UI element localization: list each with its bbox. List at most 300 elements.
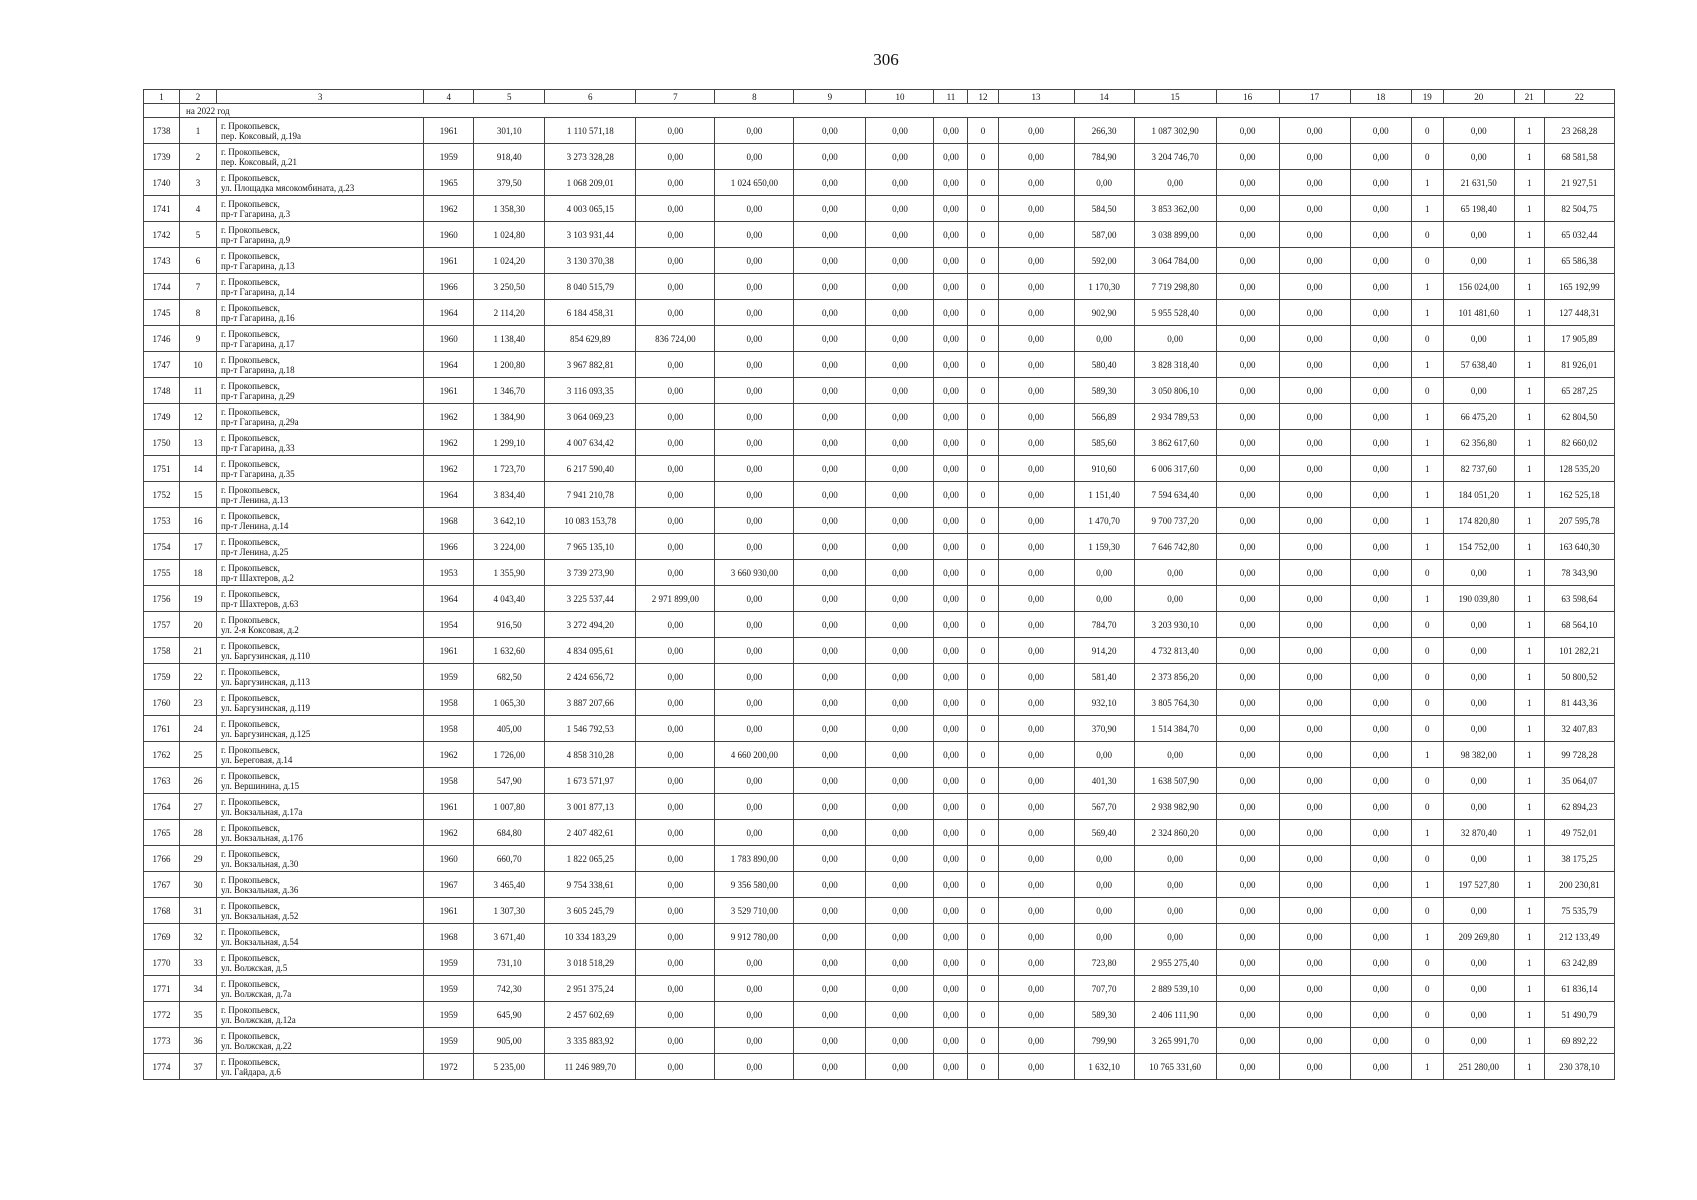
value-cell: 1962 [424,742,474,768]
value-cell: 1 138,40 [474,326,545,352]
address-city: г. Прокопьевск, [221,926,280,937]
value-cell: 0 [968,170,998,196]
address-city: г. Прокопьевск, [221,588,280,599]
value-cell: 0,00 [998,872,1074,898]
value-cell: 0 [968,950,998,976]
value-cell: 9 912 780,00 [715,924,794,950]
column-number-cell: 21 [1514,90,1544,104]
value-cell: 0,00 [934,430,968,456]
value-cell: 0,00 [1279,716,1350,742]
value-cell: 1 783 890,00 [715,846,794,872]
value-cell: 1 [1514,196,1544,222]
value-cell: 0,00 [1443,768,1514,794]
value-cell: 0,00 [1216,118,1279,144]
value-cell: 1972 [424,1054,474,1080]
value-cell: 0,00 [1350,508,1411,534]
value-cell: 784,70 [1074,612,1134,638]
address-cell [217,976,424,1002]
address-street: пр-т Ленина, д.13 [221,494,289,505]
row-number-cell: 7 [180,274,217,300]
address-cell [217,456,424,482]
value-cell: 0,00 [866,846,934,872]
value-cell: 0,00 [715,274,794,300]
value-cell: 0,00 [1350,742,1411,768]
value-cell: 0,00 [1279,586,1350,612]
value-cell: 0,00 [1074,326,1134,352]
row-number-cell: 20 [180,612,217,638]
value-cell: 0,00 [794,170,866,196]
value-cell: 0,00 [998,170,1074,196]
address-city: г. Прокопьевск, [221,692,280,703]
value-cell: 6 217 590,40 [545,456,636,482]
value-cell: 1960 [424,846,474,872]
value-cell: 65 287,25 [1544,378,1614,404]
address-cell [217,352,424,378]
value-cell: 1 [1514,1002,1544,1028]
value-cell: 0,00 [998,430,1074,456]
address-street: ул. Гайдара, д.6 [221,1066,281,1077]
value-cell: 0,00 [794,950,866,976]
value-cell: 0,00 [1350,274,1411,300]
value-cell: 1 [1514,794,1544,820]
value-cell: 62 804,50 [1544,404,1614,430]
value-cell: 4 043,40 [474,586,545,612]
value-cell: 547,90 [474,768,545,794]
column-number-cell: 11 [934,90,968,104]
row-number-cell: 14 [180,456,217,482]
value-cell: 0 [968,768,998,794]
row-id-cell: 1753 [144,508,180,534]
value-cell: 0 [968,482,998,508]
value-cell: 1 [1514,326,1544,352]
value-cell: 0,00 [866,586,934,612]
value-cell: 0,00 [1216,482,1279,508]
row-id-cell: 1745 [144,300,180,326]
value-cell: 0,00 [1350,456,1411,482]
column-number-cell: 8 [715,90,794,104]
value-cell: 0 [1411,638,1443,664]
value-cell: 1 [1411,404,1443,430]
row-id-cell: 1747 [144,352,180,378]
value-cell: 0,00 [1279,300,1350,326]
value-cell: 0,00 [1134,560,1216,586]
value-cell: 0,00 [715,196,794,222]
value-cell: 1 470,70 [1074,508,1134,534]
value-cell: 0,00 [1134,326,1216,352]
column-number-cell: 14 [1074,90,1134,104]
value-cell: 0,00 [715,118,794,144]
address-city: г. Прокопьевск, [221,874,280,885]
table-row [144,378,1615,404]
row-number-cell: 34 [180,976,217,1002]
value-cell: 1 159,30 [1074,534,1134,560]
address-street: пр-т Гагарина, д.29 [221,390,295,401]
value-cell: 0,00 [1216,404,1279,430]
value-cell: 0,00 [866,196,934,222]
value-cell: 0,00 [1443,118,1514,144]
value-cell: 0,00 [794,144,866,170]
value-cell: 184 051,20 [1443,482,1514,508]
value-cell: 0,00 [866,690,934,716]
value-cell: 1961 [424,378,474,404]
value-cell: 0 [1411,664,1443,690]
value-cell: 0,00 [1216,950,1279,976]
value-cell: 1 [1411,482,1443,508]
address-street: пр-т Гагарина, д.29а [221,416,299,427]
value-cell: 1 514 384,70 [1134,716,1216,742]
value-cell: 1 200,80 [474,352,545,378]
address-cell [217,1054,424,1080]
value-cell: 0,00 [1216,534,1279,560]
value-cell: 0,00 [1134,170,1216,196]
value-cell: 0,00 [998,716,1074,742]
address-cell [217,794,424,820]
value-cell: 301,10 [474,118,545,144]
value-cell: 0,00 [794,326,866,352]
value-cell: 0,00 [1279,612,1350,638]
value-cell: 0,00 [794,378,866,404]
value-cell: 9 356 580,00 [715,872,794,898]
value-cell: 101 481,60 [1443,300,1514,326]
value-cell: 75 535,79 [1544,898,1614,924]
value-cell: 2 114,20 [474,300,545,326]
value-cell: 0 [968,274,998,300]
value-cell: 0,00 [1443,612,1514,638]
address-city: г. Прокопьевск, [221,796,280,807]
value-cell: 0,00 [1216,872,1279,898]
value-cell: 0,00 [1443,950,1514,976]
value-cell: 0,00 [715,716,794,742]
value-cell: 0,00 [715,950,794,976]
value-cell: 1 [1514,768,1544,794]
value-cell: 6 006 317,60 [1134,456,1216,482]
address-city: г. Прокопьевск, [221,978,280,989]
value-cell: 0,00 [1279,482,1350,508]
table-row [144,508,1615,534]
row-id-cell: 1748 [144,378,180,404]
value-cell: 0,00 [1216,1054,1279,1080]
value-cell: 1 346,70 [474,378,545,404]
value-cell: 0,00 [998,560,1074,586]
table-row [144,586,1615,612]
value-cell: 0,00 [1443,794,1514,820]
address-city: г. Прокопьевск, [221,562,280,573]
value-cell: 1965 [424,170,474,196]
value-cell: 0,00 [1350,248,1411,274]
value-cell: 0,00 [636,664,715,690]
address-city: г. Прокопьевск, [221,328,280,339]
value-cell: 0,00 [1279,742,1350,768]
value-cell: 0 [968,326,998,352]
address-city: г. Прокопьевск, [221,822,280,833]
value-cell: 1959 [424,1028,474,1054]
value-cell: 0,00 [715,794,794,820]
row-id-cell: 1762 [144,742,180,768]
value-cell: 1964 [424,300,474,326]
column-number-cell: 1 [144,90,180,104]
value-cell: 0,00 [1443,690,1514,716]
address-city: г. Прокопьевск, [221,1030,280,1041]
table-row [144,196,1615,222]
value-cell: 10 083 153,78 [545,508,636,534]
value-cell: 0,00 [1350,352,1411,378]
value-cell: 0,00 [1350,170,1411,196]
value-cell: 1 [1514,560,1544,586]
value-cell: 0,00 [636,794,715,820]
value-cell: 0,00 [934,846,968,872]
value-cell: 0,00 [934,456,968,482]
table-row [144,144,1615,170]
address-city: г. Прокопьевск, [221,900,280,911]
value-cell: 0,00 [1443,1028,1514,1054]
address-cell [217,534,424,560]
value-cell: 0,00 [866,118,934,144]
address-street: ул. 2-я Коксовая, д.2 [221,624,299,635]
value-cell: 0,00 [1279,1002,1350,1028]
address-city: г. Прокопьевск, [221,354,280,365]
address-city: г. Прокопьевск, [221,1056,280,1067]
value-cell: 1 [1514,404,1544,430]
value-cell: 23 268,28 [1544,118,1614,144]
value-cell: 1 822 065,25 [545,846,636,872]
page-number: 306 [873,50,899,69]
row-number-cell: 19 [180,586,217,612]
value-cell: 0,00 [636,820,715,846]
address-street: пр-т Гагарина, д.16 [221,312,295,323]
value-cell: 1 307,30 [474,898,545,924]
value-cell: 0,00 [1350,976,1411,1002]
value-cell: 4 003 065,15 [545,196,636,222]
value-cell: 0,00 [1216,196,1279,222]
value-cell: 3 273 328,28 [545,144,636,170]
address-cell [217,898,424,924]
value-cell: 0,00 [866,378,934,404]
value-cell: 0,00 [866,534,934,560]
table-row [144,898,1615,924]
table-row [144,1054,1615,1080]
value-cell: 1 358,30 [474,196,545,222]
value-cell: 2 938 982,90 [1134,794,1216,820]
address-city: г. Прокопьевск, [221,770,280,781]
value-cell: 1 [1514,170,1544,196]
value-cell: 0,00 [715,586,794,612]
value-cell: 21 631,50 [1443,170,1514,196]
table-row [144,326,1615,352]
value-cell: 0,00 [1074,898,1134,924]
row-id-cell: 1752 [144,482,180,508]
row-number-cell: 21 [180,638,217,664]
value-cell: 0,00 [636,378,715,404]
value-cell: 0,00 [1279,352,1350,378]
value-cell: 3 272 494,20 [545,612,636,638]
value-cell: 0,00 [1279,196,1350,222]
value-cell: 0,00 [998,950,1074,976]
value-cell: 0,00 [934,716,968,742]
row-number-cell: 15 [180,482,217,508]
value-cell: 0 [968,690,998,716]
value-cell: 0 [968,430,998,456]
value-cell: 165 192,99 [1544,274,1614,300]
value-cell: 3 250,50 [474,274,545,300]
value-cell: 0,00 [1216,612,1279,638]
value-cell: 0,00 [1279,820,1350,846]
value-cell: 0,00 [715,1054,794,1080]
row-number-cell: 25 [180,742,217,768]
address-street: пр-т Гагарина, д.33 [221,442,295,453]
value-cell: 0,00 [1350,222,1411,248]
value-cell: 1958 [424,716,474,742]
value-cell: 0,00 [934,690,968,716]
value-cell: 3 224,00 [474,534,545,560]
value-cell: 1960 [424,222,474,248]
row-id-cell: 1768 [144,898,180,924]
row-id-cell: 1744 [144,274,180,300]
value-cell: 0,00 [866,768,934,794]
address-street: ул. Баргузинская, д.125 [221,728,311,739]
table-row [144,794,1615,820]
value-cell: 918,40 [474,144,545,170]
value-cell: 3 064 069,23 [545,404,636,430]
value-cell: 0,00 [715,508,794,534]
row-id-cell: 1765 [144,820,180,846]
table-row [144,248,1615,274]
value-cell: 0,00 [866,274,934,300]
value-cell: 799,90 [1074,1028,1134,1054]
value-cell: 0,00 [794,1054,866,1080]
value-cell: 1 [1411,274,1443,300]
value-cell: 0 [1411,976,1443,1002]
row-id-cell: 1758 [144,638,180,664]
address-street: ул. Баргузинская, д.119 [221,702,311,713]
value-cell: 0,00 [866,222,934,248]
column-number-header-row [144,90,1615,104]
value-cell: 0 [1411,898,1443,924]
value-cell: 2 406 111,90 [1134,1002,1216,1028]
row-id-cell: 1763 [144,768,180,794]
value-cell: 0,00 [1350,898,1411,924]
value-cell: 0 [968,534,998,560]
value-cell: 1 [1514,716,1544,742]
table-row [144,924,1615,950]
table-row [144,638,1615,664]
value-cell: 0,00 [1216,1002,1279,1028]
value-cell: 0,00 [1279,664,1350,690]
table-row [144,742,1615,768]
value-cell: 581,40 [1074,664,1134,690]
value-cell: 587,00 [1074,222,1134,248]
value-cell: 1 [1411,1054,1443,1080]
value-cell: 2 955 275,40 [1134,950,1216,976]
value-cell: 1 [1411,742,1443,768]
value-cell: 0,00 [636,508,715,534]
value-cell: 1 170,30 [1074,274,1134,300]
value-cell: 0,00 [1279,846,1350,872]
address-city: г. Прокопьевск, [221,848,280,859]
value-cell: 0,00 [866,820,934,846]
row-number-cell: 4 [180,196,217,222]
value-cell: 51 490,79 [1544,1002,1614,1028]
value-cell: 1 [1514,118,1544,144]
value-cell: 0,00 [1216,222,1279,248]
value-cell: 1959 [424,664,474,690]
value-cell: 0,00 [794,1028,866,1054]
value-cell: 0,00 [794,742,866,768]
value-cell: 1 [1514,638,1544,664]
value-cell: 11 246 989,70 [545,1054,636,1080]
row-number-cell: 22 [180,664,217,690]
row-id-cell: 1746 [144,326,180,352]
value-cell: 0,00 [998,976,1074,1002]
value-cell: 0,00 [998,638,1074,664]
value-cell: 1959 [424,1002,474,1028]
value-cell: 0,00 [934,404,968,430]
value-cell: 3 739 273,90 [545,560,636,586]
value-cell: 0,00 [1216,1028,1279,1054]
value-cell: 0,00 [998,794,1074,820]
value-cell: 0,00 [636,1028,715,1054]
value-cell: 0,00 [794,586,866,612]
value-cell: 660,70 [474,846,545,872]
value-cell: 0,00 [1350,586,1411,612]
value-cell: 3 335 883,92 [545,1028,636,1054]
value-cell: 1 007,80 [474,794,545,820]
value-cell: 1 723,70 [474,456,545,482]
table-row [144,820,1615,846]
value-cell: 0,00 [1279,950,1350,976]
value-cell: 0,00 [1279,404,1350,430]
value-cell: 1966 [424,274,474,300]
value-cell: 584,50 [1074,196,1134,222]
value-cell: 0,00 [1279,1028,1350,1054]
value-cell: 0,00 [1074,742,1134,768]
value-cell: 3 853 362,00 [1134,196,1216,222]
row-number-cell: 37 [180,1054,217,1080]
value-cell: 0,00 [934,950,968,976]
value-cell: 0,00 [998,534,1074,560]
row-number-cell: 13 [180,430,217,456]
address-street: ул. Волжская, д.22 [221,1040,292,1051]
value-cell: 0,00 [866,352,934,378]
section-row [144,104,1615,118]
value-cell: 0,00 [1216,924,1279,950]
value-cell: 1967 [424,872,474,898]
value-cell: 0,00 [866,976,934,1002]
value-cell: 0 [968,1028,998,1054]
value-cell: 0,00 [998,352,1074,378]
value-cell: 1 [1411,872,1443,898]
value-cell: 1964 [424,586,474,612]
address-city: г. Прокопьевск, [221,952,280,963]
value-cell: 1 [1514,534,1544,560]
value-cell: 0,00 [998,612,1074,638]
address-street: ул. Береговая, д.14 [221,754,293,765]
value-cell: 1 [1514,950,1544,976]
value-cell: 1953 [424,560,474,586]
value-cell: 0,00 [636,118,715,144]
value-cell: 0,00 [636,976,715,1002]
value-cell: 0,00 [934,534,968,560]
value-cell: 0,00 [636,430,715,456]
address-cell [217,664,424,690]
row-id-cell: 1771 [144,976,180,1002]
value-cell: 38 175,25 [1544,846,1614,872]
value-cell: 0,00 [1350,872,1411,898]
row-id-cell: 1739 [144,144,180,170]
value-cell: 0,00 [794,976,866,1002]
value-cell: 0,00 [794,638,866,664]
address-cell [217,560,424,586]
value-cell: 0,00 [1216,820,1279,846]
